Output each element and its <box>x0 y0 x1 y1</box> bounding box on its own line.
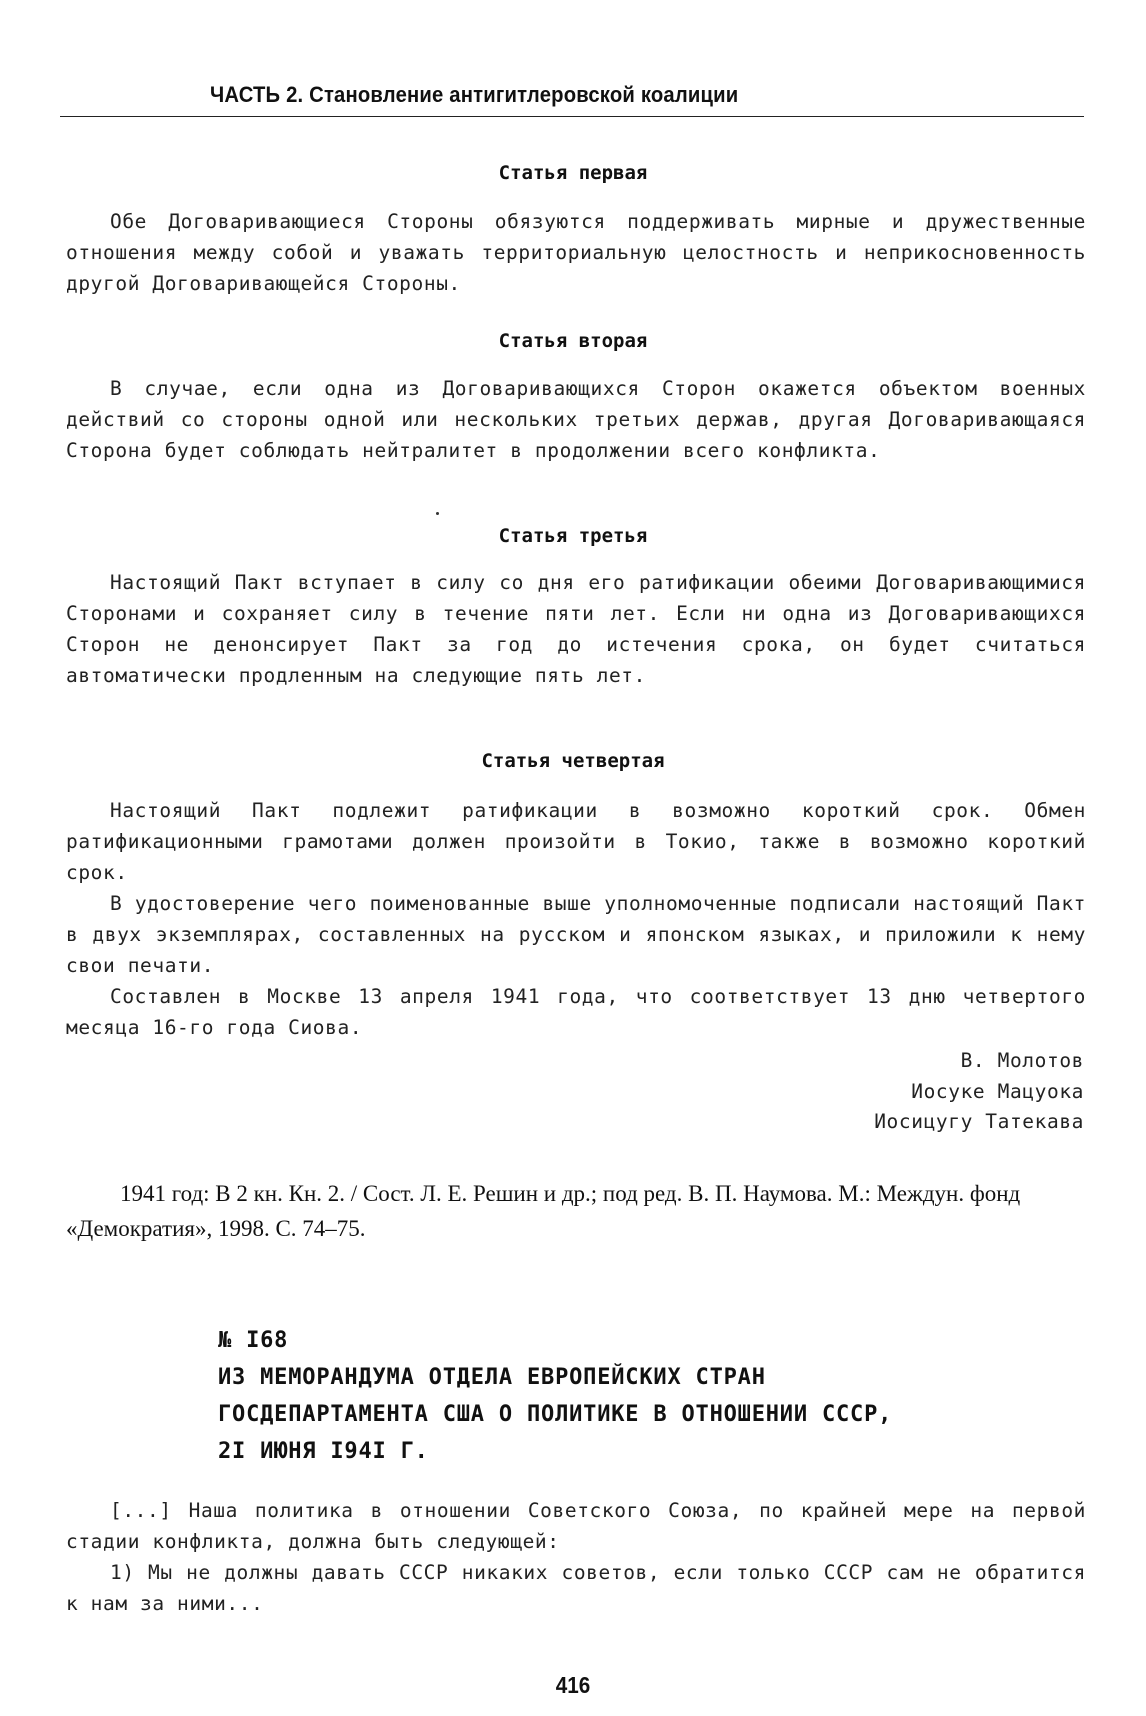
article-1-heading: Статья первая <box>498 162 648 184</box>
article-1-paragraph: Обе Договаривающиеся Стороны обязуются поддерживать мирные и дружественные отношения между собой и уважать территориальную целостность и неприкосновенность другой Договаривающейся Стороны. <box>66 210 1086 295</box>
source-citation <box>66 1176 1086 1246</box>
signatures-block <box>874 1046 1084 1138</box>
article-3-heading: Статья третья <box>498 525 648 547</box>
article-2-paragraph: В случае, если одна из Договаривающихся Сторон окажется объектом военных действий со стороны одной или нескольких третьих держав, другая Договаривающаяся Сторона будет соблюдать нейтралитет в продолжении всего конфликта. <box>66 377 1086 462</box>
article-2-heading: Статья вторая <box>498 330 648 352</box>
article-4-text <box>66 795 1086 1043</box>
signature-name: Иосуке Мацуока <box>911 1079 1084 1103</box>
article-4-paragraph-3: Составлен в Москве 13 апреля 1941 года, что соответствует 13 дню четвертого месяца 16-го года Сиова. <box>66 985 1086 1039</box>
article-1-text <box>66 206 1086 299</box>
scan-speck <box>436 512 439 515</box>
running-header: ЧАСТЬ 2. Становление антигитлеровской коалиции <box>210 82 739 107</box>
signature-name: Иосицугу Татекава <box>874 1110 1084 1133</box>
document-title-line: ИЗ МЕМОРАНДУМА ОТДЕЛА ЕВРОПЕЙСКИХ СТРАН <box>218 1365 766 1390</box>
document-title-line: ГОСДЕПАРТАМЕНТА США О ПОЛИТИКЕ В ОТНОШЕНИИ СССР, <box>218 1402 893 1427</box>
page-number: 416 <box>555 1672 591 1698</box>
article-4-heading: Статья четвертая <box>481 750 665 772</box>
document-body <box>66 1495 1086 1619</box>
signature-name: В. Молотов <box>960 1049 1084 1072</box>
document-paragraph: 1) Мы не должны давать СССР никаких советов, если только СССР сам не обратится к нам за ними... <box>66 1561 1086 1615</box>
document-title-line: 2I ИЮНЯ I94I Г. <box>218 1439 429 1464</box>
header-rule <box>60 116 1084 117</box>
document-paragraph: [...] Наша политика в отношении Советского Союза, по крайней мере на первой стадии конфликта, должна быть следующей: <box>66 1499 1086 1553</box>
article-3-paragraph: Настоящий Пакт вступает в силу со дня его ратификации обеими Договаривающимися Сторонами и сохраняет силу в течение пяти лет. Если ни одна из Договаривающихся Сторон не денонсирует Пакт за год до истечения срока, он будет считаться автоматически продленным на следующие пять лет. <box>66 571 1086 687</box>
document-number: № I68 <box>218 1328 289 1353</box>
article-4-paragraph-2: В удостоверение чего поименованные выше уполномоченные подписали настоящий Пакт в двух экземплярах, составленных на русском и японском языках, и приложили к нему свои печати. <box>66 892 1086 977</box>
article-2-text <box>66 373 1086 466</box>
document-title <box>218 1322 1098 1470</box>
citation-text: 1941 год: В 2 кн. Кн. 2. / Сост. Л. Е. Решин и др.; под ред. В. П. Наумова. М.: Междун. фонд «Демократия», 1998. С. 74–75. <box>66 1181 1021 1241</box>
article-3-text <box>66 567 1086 691</box>
article-4-paragraph-1: Настоящий Пакт подлежит ратификации в возможно короткий срок. Обмен ратификационными грамотами должен произойти в Токио, также в возможно короткий срок. <box>66 799 1086 884</box>
